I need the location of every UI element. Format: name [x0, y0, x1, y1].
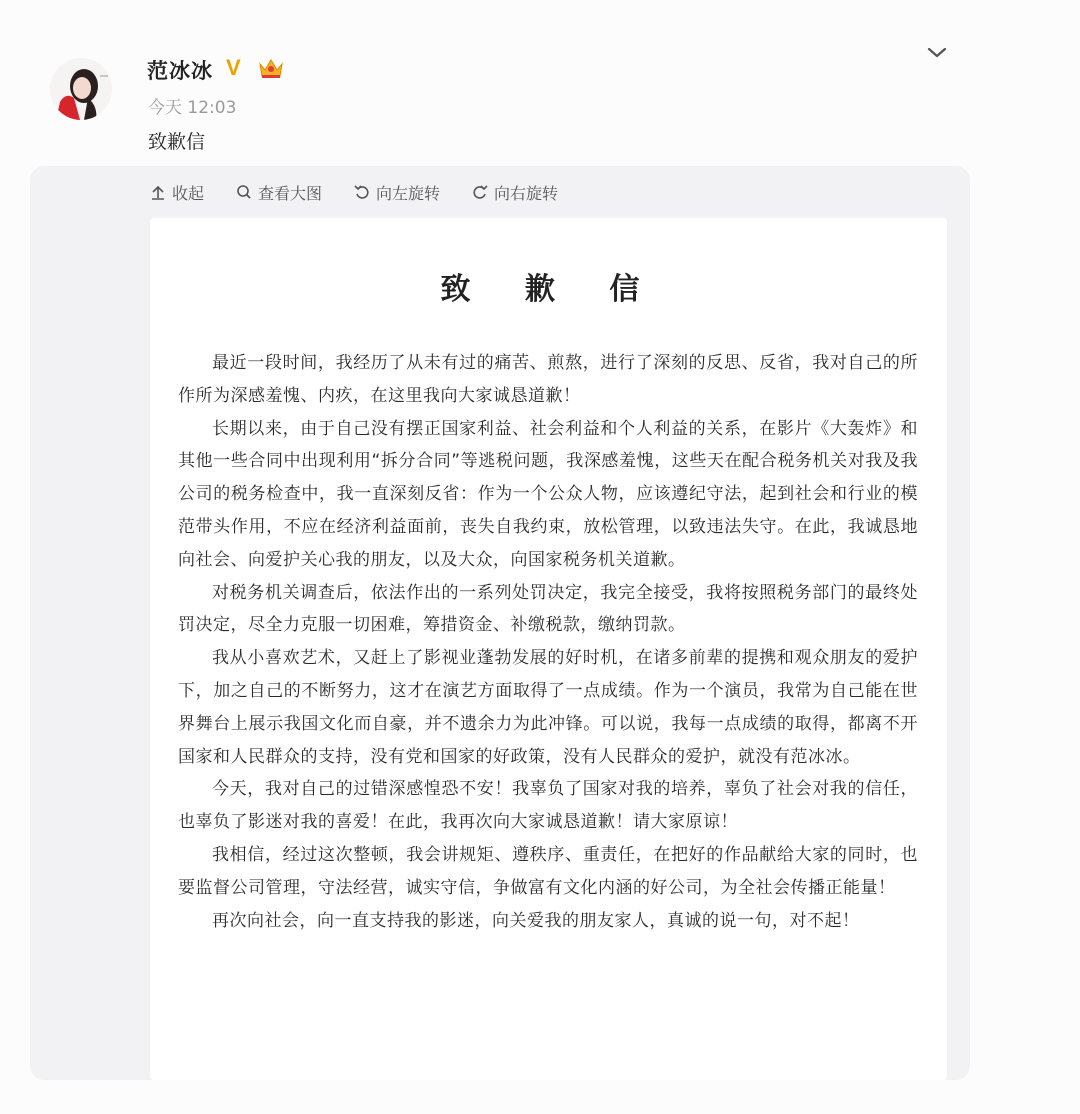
letter-paragraph: 对税务机关调查后，依法作出的一系列处罚决定，我完全接受，我将按照税务部门的最终处罚决定，尽全力克服一切困难，筹措资金、补缴税款，缴纳罚款。 — [178, 582, 918, 636]
letter-paragraph: 长期以来，由于自己没有摆正国家利益、社会利益和个人利益的关系，在影片《大轰炸》和其他一些合同中出现利用“拆分合同”等逃税问题，我深感羞愧，这些天在配合税务机关对我及我公司的税务检查中，我一直深刻反省：作为一个公众人物，应该遵纪守法，起到社会和行业的模范带头作用，不应在经济利益面前，丧失自我约束，放松管理，以致违法失守。在此，我诚恳地向社会、向爱护关心我的朋友，以及大众，向国家税务机关道歉。 — [178, 418, 918, 570]
rotate-left-button[interactable] — [354, 181, 440, 204]
letter-paragraph: 今天，我对自己的过错深感惶恐不安！我辜负了国家对我的培养，辜负了社会对我的信任，也辜负了影迷对我的喜爱！在此，我再次向大家诚恳道歉！请大家原谅！ — [178, 779, 918, 833]
collapse-button[interactable] — [150, 181, 204, 204]
post-timestamp: 今天 12:03 — [148, 98, 237, 118]
letter-paragraph: 再次向社会，向一直支持我的影迷，向关爱我的朋友家人，真诚的说一句，对不起！ — [212, 910, 860, 931]
avatar[interactable] — [50, 58, 112, 120]
rotate-left-icon — [354, 183, 370, 201]
crown-icon — [257, 56, 285, 84]
letter-paragraph: 最近一段时间，我经历了从未有过的痛苦、煎熬，进行了深刻的反思、反省，我对自己的所作所为深感羞愧、内疚，在这里我向大家诚恳道歉！ — [178, 353, 918, 406]
view-large-button[interactable] — [236, 181, 322, 204]
rotate-right-button[interactable] — [472, 181, 558, 204]
chevron-down-icon[interactable] — [924, 42, 950, 62]
post-text: 致歉信 — [148, 131, 206, 153]
letter-paragraph: 我相信，经过这次整顿，我会讲规矩、遵秩序、重责任，在把好的作品献给大家的同时，也要监督公司管理，守法经营，诚实守信，争做富有文化内涵的好公司，为全社会传播正能量！ — [178, 844, 918, 898]
letter-body — [178, 347, 918, 937]
avatar-portrait-icon — [50, 58, 112, 120]
magnifier-icon — [236, 183, 252, 201]
collapse-label: 收起 — [172, 183, 205, 203]
rotate-right-icon — [472, 183, 488, 201]
rotate-right-label: 向右旋转 — [494, 183, 559, 203]
verified-v-icon: V — [226, 55, 241, 80]
collapse-arrow-icon — [150, 183, 166, 201]
view-large-label: 查看大图 — [258, 183, 323, 203]
username[interactable]: 范冰冰 — [147, 59, 213, 83]
letter-paragraph: 我从小喜欢艺术，又赶上了影视业蓬勃发展的好时机，在诸多前辈的提携和观众朋友的爱护下，加之自己的不断努力，这才在演艺方面取得了一点成绩。作为一个演员，我常为自己能在世界舞台上展示我国文化而自豪，并不遗余力为此冲锋。可以说，我每一点成绩的取得，都离不开国家和人民群众的支持，没有党和国家的好政策，没有人民群众的爱护，就没有范冰冰。 — [178, 648, 918, 767]
letter-title: 致 歉 信 — [440, 272, 662, 307]
image-toolbar — [150, 178, 590, 206]
rotate-left-label: 向左旋转 — [376, 183, 441, 203]
